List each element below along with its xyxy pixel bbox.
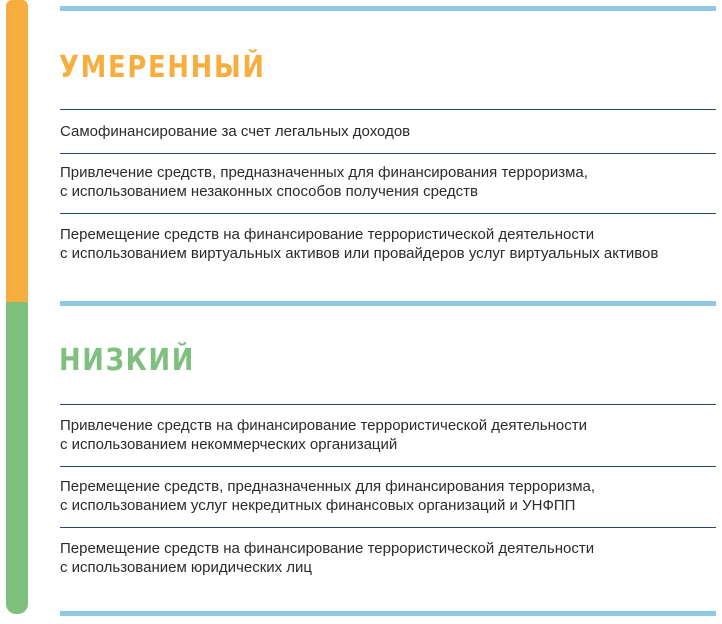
- risk-scale-moderate-segment: [6, 0, 28, 302]
- risk-item: [60, 477, 712, 515]
- risk-item-line: с использованием незаконных способов получения средств: [60, 183, 479, 200]
- risk-item-line: с использованием некоммерческих организаций: [60, 436, 398, 453]
- risk-item: [60, 539, 712, 577]
- risk-item-line: с использованием услуг некредитных финансовых организаций и УНФПП: [60, 497, 576, 514]
- item-rule: [60, 466, 716, 467]
- item-rule: [60, 213, 716, 214]
- risk-scale-low-segment: [6, 302, 28, 614]
- risk-item: [60, 122, 712, 141]
- risk-item-line: Привлечение средств на финансирование террористической деятельности: [60, 417, 587, 434]
- item-rule: [60, 527, 716, 528]
- risk-item-line: Перемещение средств, предназначенных для финансирования терроризма,: [60, 478, 596, 495]
- risk-item-line: с использованием виртуальных активов или провайдеров услуг виртуальных активов: [60, 245, 659, 262]
- section-divider-top: [60, 6, 716, 11]
- risk-item: [60, 416, 712, 454]
- risk-item: [60, 225, 712, 263]
- section-divider-middle: [60, 301, 716, 306]
- item-rule: [60, 109, 716, 110]
- section-title-moderate: УМЕРЕННЫЙ: [59, 50, 266, 85]
- item-rule: [60, 404, 716, 405]
- section-divider-bottom: [60, 611, 716, 616]
- risk-item-line: Перемещение средств на финансирование террористической деятельности: [60, 540, 595, 557]
- risk-item-line: Привлечение средств, предназначенных для финансирования терроризма,: [60, 164, 588, 181]
- risk-item-line: Перемещение средств на финансирование террористической деятельности: [60, 226, 595, 243]
- item-rule: [60, 153, 716, 154]
- risk-item-line: Самофинансирование за счет легальных доходов: [60, 123, 411, 140]
- risk-item-line: с использованием юридических лиц: [60, 559, 313, 576]
- risk-item: [60, 163, 712, 201]
- section-title-low: НИЗКИЙ: [59, 343, 196, 378]
